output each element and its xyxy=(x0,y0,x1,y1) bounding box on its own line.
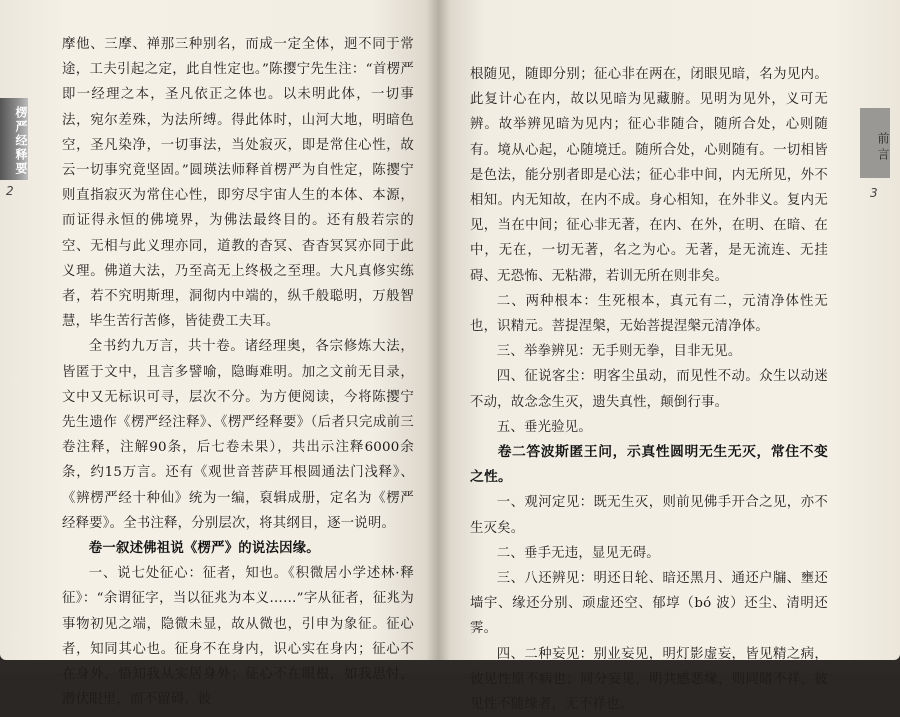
section-heading: 卷一叙述佛祖说《楞严》的说法因缘。 xyxy=(88,540,320,557)
paragraph: 五、垂光验见。 xyxy=(496,419,592,435)
paragraph: 三、八还辨见：明还日轮、暗还黑月、通还户牖、壅还墙宇、缘还分别、顽虚还空、郁埻（bó 波）还尘、清明还霁。 xyxy=(470,571,828,637)
paragraph: 二、两种根本：生死根本，真元有二，元清净体性无也，识精元。菩提涅槃，无始菩提涅槃元清净体。 xyxy=(470,293,828,335)
paragraph: 三、举拳辨见：无手则无拳，目非无见。 xyxy=(496,344,742,360)
paragraph: 一、观河定见：既无生灭，则前见佛手开合之见，亦不生灭矣。 xyxy=(470,495,828,536)
right-page-text xyxy=(470,62,828,717)
paragraph: 四、征说客尘：明客尘虽动，而见性不动。众生以动迷不动，故念念生灭，遗失真性，颠倒行事。 xyxy=(470,369,828,410)
right-side-tab: 前言 xyxy=(860,108,890,178)
left-page xyxy=(0,0,438,708)
paragraph: 二、垂手无违，显见无碍。 xyxy=(496,545,660,561)
left-page-text xyxy=(62,32,414,712)
paragraph: 全书约九万言，共十卷。诸经理奥，各宗修炼大法，皆匿于文中，且言多譬喻，隐晦难明。加之文前无目录，文中又无标识可寻，层次不分。为方便阅读，今将陈撄宁先生遗作《楞严经注释》、《楞严经释要》（后者只完成前三卷注释，注解90条，后七卷未果），共出示注释6000余条，约15万言。还有《观世音菩萨耳根圆通法门浅释》、《辨楞严经十种仙》统为一编，裒辑成册，定名为《楞严经释要》。全书注释，分别层次，将其纲目，逐一说明。 xyxy=(62,339,414,531)
paragraph: 根随见，随即分别；征心非在两在，闭眼见暗，名为见内。此复计心在内，故以见暗为见藏腑。见明为见外，义可无辨。故举辨见暗为见内；征心非随合，随所合处，心则随有。境从心起，心随境迁。随所合处，心则随有。一切相皆是色法，能分别者即是心法；征心非中间，内无所见，外不相知。内无知故，在内不成。身心相知，在外非义。复内无见，当在中间；征心非无著，在内、在外，在明、在暗、在中，无在，一切无著，名之为心。无著，是无流连、无挂碍、无恐怖、无粘滞，若训无所在则非矣。 xyxy=(470,67,828,284)
left-side-tab: 楞严经释要 xyxy=(0,98,28,180)
right-page-number: 3 xyxy=(870,186,878,200)
paragraph: 四、二种妄见：别业妄见，明灯影虚妄，皆见精之病，彼见性原不病也；同分妄见，明共感恶缘，则同睹不祥，彼见性不随缘者，无不祥也。 xyxy=(470,646,828,713)
paragraph: 一、说七处征心：征者，知也。《积微居小学述林·释征》：“余谓征字，当以征兆为本义……”字从征者，征兆为事物初见之端，隐微未显，故从微也，引申为象征。征心者，知同其心也。征身不在身内，识心实在身内；征心不在身外，悟知我从实居身外；征心不在眼根，如我思忖，潜伏眼里，而不留碍，彼 xyxy=(62,566,414,708)
left-page-number: 2 xyxy=(6,184,14,198)
paragraph: 摩他、三摩、禅那三种别名，而成一定全体，迥不同于常途，工夫引起之定，此自性定也。”陈撄宁先生注：“首楞严即一经理之本，圣凡依正之体也。以未明此体，一切事法，宛尔差殊，为法所缚。得此体时，山河大地，明暗色空，圣凡染净，一切事法，当处寂灭，即是常住心性，故云一切事究竟坚固。”圆瑛法师释首楞严为自性定，陈撄宁则直指寂灭为常住心性，即穷尽宇宙人生的本体、本源，而证得永恒的佛境界，为佛法最终目的。还有般若宗的空、无相与此义理亦同，道教的杳冥、杳杳冥冥亦同于此义理。佛道大法，乃至高无上终极之至理。大凡真修实练者，若不究明斯理，洞彻内中端的，纵千般聪明，万般智慧，毕生苦行苦修，皆徒费工夫耳。 xyxy=(62,37,414,330)
section-heading: 卷二答波斯匿王问，示真性圆明无生无灭，常住不变之性。 xyxy=(470,444,828,486)
